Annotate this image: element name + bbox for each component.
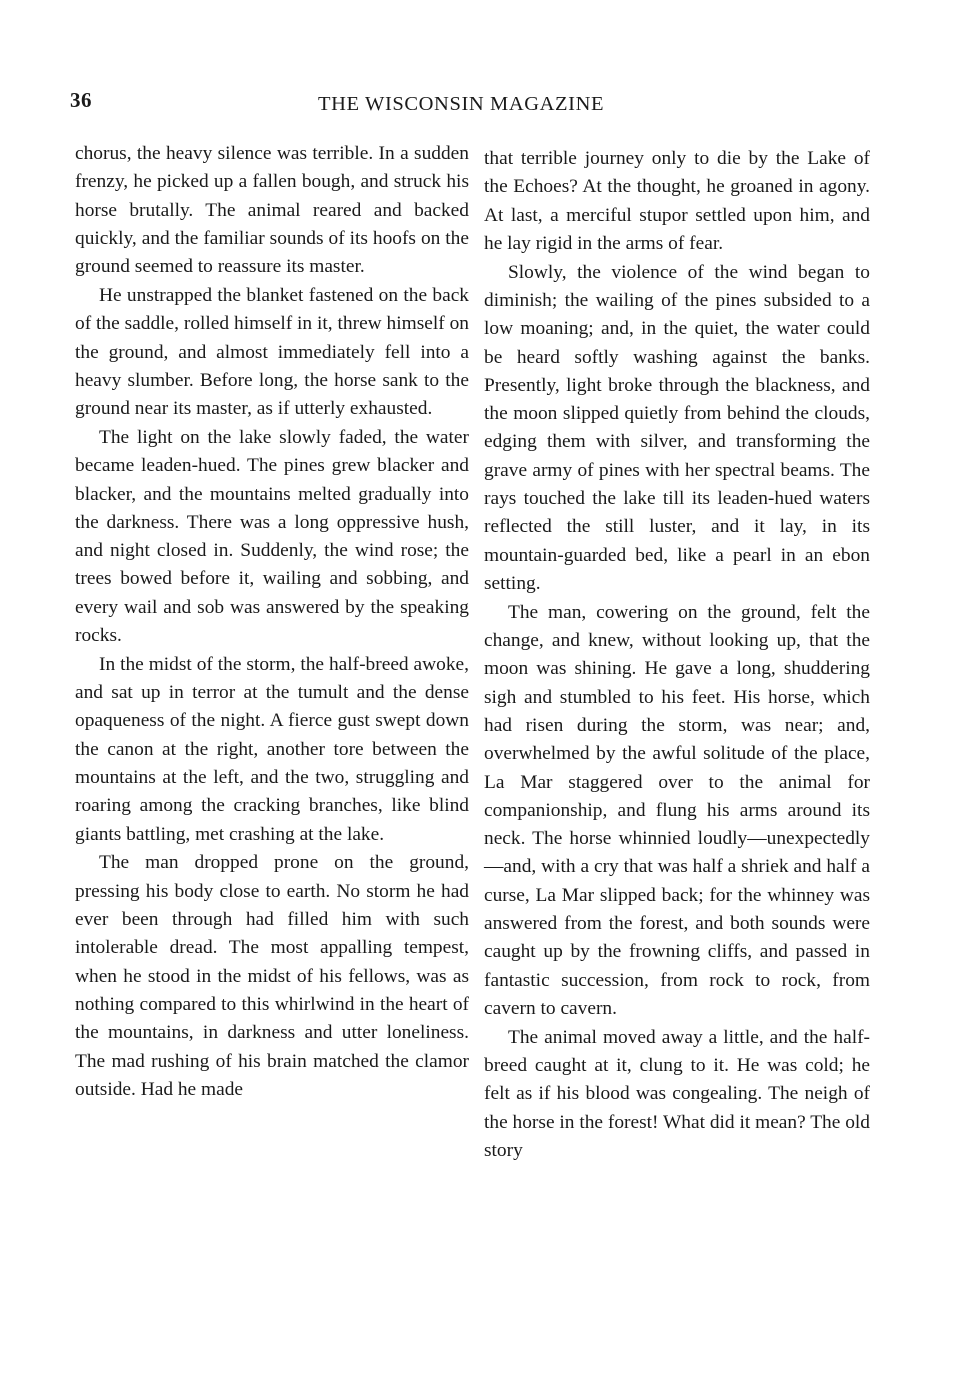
page-number: 36 (70, 88, 92, 112)
paragraph: In the midst of the storm, the half-breed awoke, and sat up in terror at the tumult and the dense opaqueness of the night. A fierce gust swept down the canon at the right, another tore between the mountains at the left, and the two, struggling and roaring among the cracking branches, like blind giants battling, met crashing at the lake. (75, 653, 469, 845)
paragraph: The man dropped prone on the ground, pressing his body close to earth. No storm he had ever been through had filled him with such intolerable dread. The most appalling tempest, when he stood in the midst of his fellows, was as nothing compared to this whirlwind in the heart of the mountains, in darkness and utter loneliness. The mad rushing of his brain matched the clamor outside. Had he made (75, 852, 469, 1100)
paragraph: The animal moved away a little, and the half-breed caught at it, clung to it. He was cold; he felt as if his blood was congealing. The neigh of the horse in the forest! What did it mean? The old story (484, 1026, 870, 1161)
paragraph: He unstrapped the blanket fastened on the back of the saddle, rolled himself in it, threw himself on the ground, and almost immediately fell into a heavy slumber. Before long, the horse sank to the ground near its master, as if utterly exhausted. (75, 284, 469, 420)
paragraph: chorus, the heavy silence was terrible. In a sudden frenzy, he picked up a fallen bough, and struck his horse brutally. The animal reared and backed quickly, and the familiar sounds of its hoofs on the ground seemed to reassure its master. (75, 143, 469, 278)
paragraph: Slowly, the violence of the wind began to diminish; the wailing of the pines subsided to a low moaning; and, in the quiet, the water could be heard softly washing against the banks. Presently, light broke through the blackness, and the moon slipped quietly from behind the clouds, edging them with silver, and transforming the grave army of pines with her spectral beams. The rays touched the lake till its leaden-hued waters reflected the still luster, and it lay, in its mountain-guarded bed, like a pearl in an ebon setting. (484, 261, 870, 594)
paragraph: that terrible journey only to die by the Lake of the Echoes? At the thought, he groaned in agony. At last, a merciful stupor settled upon him, and he lay rigid in the arms of fear. (484, 148, 870, 254)
right-column (484, 145, 870, 1165)
paragraph: The man, cowering on the ground, felt the change, and knew, without looking up, that the moon was shining. He gave a long, shuddering sigh and stumbled to his feet. His horse, which had risen during the storm, was near; and, overwhelmed by the awful solitude of the place, La Mar staggered over to the animal for companionship, and flung his arms around its neck. The horse whinnied loudly—unexpectedly—and, with a cry that was half a shriek and half a curse, La Mar slipped back; for the whinney was answered from the forest, and both sounds were caught up by the frowning cliffs, and passed in fantastic succession, from rock to rock, from cavern to cavern. (484, 601, 870, 1019)
left-column (75, 140, 469, 1104)
running-head-title: THE WISCONSIN MAGAZINE (318, 93, 605, 115)
paragraph: The light on the lake slowly faded, the water became leaden-hued. The pines grew blacker and blacker, and the mountains melted gradually into the darkness. There was a long oppressive hush, and night closed in. Suddenly, the wind rose; the trees bowed before it, wailing and sobbing, and every wail and sob was answered by the speaking rocks. (75, 426, 469, 647)
